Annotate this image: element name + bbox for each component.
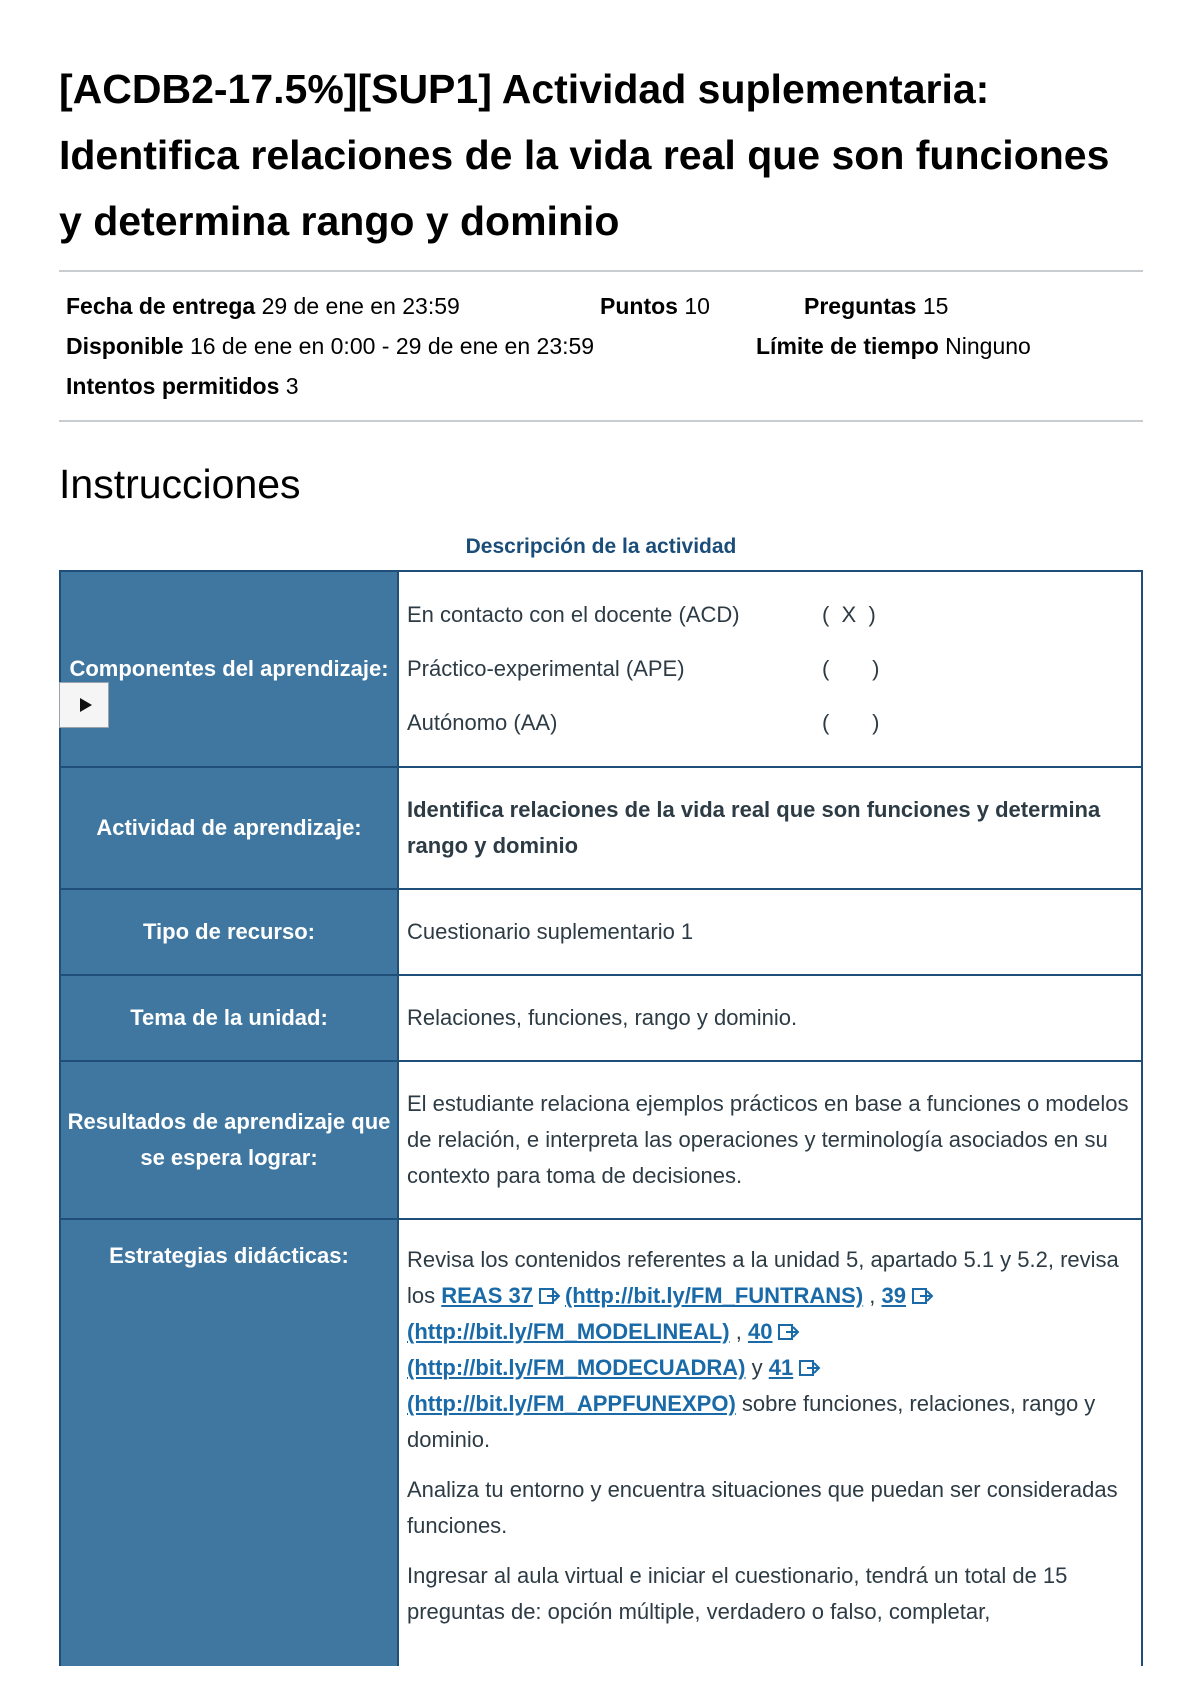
reas-40-link[interactable]: 40 bbox=[747, 1319, 773, 1344]
quiz-details bbox=[59, 272, 1143, 420]
availability bbox=[66, 326, 756, 366]
separator: y bbox=[745, 1355, 769, 1380]
row-strategies bbox=[60, 1219, 1142, 1666]
questions-value: 15 bbox=[922, 293, 949, 319]
components-label: Componentes del aprendizaje: bbox=[60, 571, 398, 767]
details-divider bbox=[59, 420, 1143, 422]
component-name: Autónomo (AA) bbox=[407, 710, 558, 735]
strategies-text: Revisa los contenidos referentes a la unidad 5, apartado 5.1 y 5.2, revisa los bbox=[407, 1247, 1119, 1308]
points-value: 10 bbox=[684, 293, 710, 319]
component-item bbox=[407, 588, 1133, 642]
meta-row-1 bbox=[66, 286, 1143, 326]
points bbox=[600, 286, 804, 326]
strategies-label: Estrategias didácticas: bbox=[60, 1219, 398, 1666]
activity-table bbox=[59, 570, 1143, 1666]
page-title: [ACDB2-17.5%][SUP1] Actividad suplementaria: Identifica relaciones de la vida real que son funciones y determina rango y dominio bbox=[59, 66, 1110, 244]
attempts-label: Intentos permitidos bbox=[66, 373, 280, 399]
instructions-heading: Instrucciones bbox=[59, 461, 301, 507]
row-components bbox=[60, 571, 1142, 767]
strategies-text-end: sobre funciones, relaciones, rango y dominio. bbox=[407, 1391, 1096, 1452]
attempts bbox=[66, 366, 299, 406]
row-results bbox=[60, 1061, 1142, 1219]
meta-row-2 bbox=[66, 326, 1143, 366]
topic-value: Relaciones, funciones, rango y dominio. bbox=[398, 975, 1142, 1061]
table-caption: Descripción de la actividad bbox=[465, 535, 737, 558]
components-value bbox=[398, 571, 1142, 767]
results-label: Resultados de aprendizaje que se espera lograr: bbox=[60, 1061, 398, 1219]
due-value: 29 de ene en 23:59 bbox=[261, 293, 460, 319]
results-value: El estudiante relaciona ejemplos prácticos en base a funciones o modelos de relación, e interpreta las operaciones y terminología asociados en su contexto para toma de decisiones. bbox=[398, 1061, 1142, 1219]
due-date bbox=[66, 286, 600, 326]
external-link-icon bbox=[778, 1323, 800, 1341]
component-item bbox=[407, 696, 1133, 750]
strategies-paragraph-2: Analiza tu entorno y encuentra situaciones que puedan ser consideradas funciones. bbox=[407, 1477, 1118, 1538]
external-link-icon bbox=[799, 1359, 821, 1377]
row-activity bbox=[60, 767, 1142, 889]
time-limit-label: Límite de tiempo bbox=[756, 333, 939, 359]
separator: , bbox=[863, 1283, 882, 1308]
strategies-paragraph-3: Ingresar al aula virtual e iniciar el cuestionario, tendrá un total de 15 preguntas de: opción múltiple, verdadero o falso, completar, bbox=[407, 1563, 1068, 1624]
component-item bbox=[407, 642, 1133, 696]
row-topic bbox=[60, 975, 1142, 1061]
activity-table-wrapper bbox=[59, 570, 1143, 1666]
time-limit-value: Ninguno bbox=[945, 333, 1031, 359]
resource-label: Tipo de recurso: bbox=[60, 889, 398, 975]
reas-41-link[interactable]: 41 bbox=[768, 1355, 794, 1380]
component-name: En contacto con el docente (ACD) bbox=[407, 602, 740, 627]
activity-label: Actividad de aprendizaje: bbox=[60, 767, 398, 889]
activity-value: Identifica relaciones de la vida real que son funciones y determina rango y dominio bbox=[398, 767, 1142, 889]
row-resource bbox=[60, 889, 1142, 975]
strategies-value bbox=[398, 1219, 1142, 1666]
reas-37-link[interactable]: REAS 37 bbox=[441, 1283, 533, 1308]
available-value: 16 de ene en 0:00 - 29 de ene en 23:59 bbox=[189, 333, 595, 359]
due-label: Fecha de entrega bbox=[66, 293, 256, 319]
attempts-value: 3 bbox=[285, 373, 299, 399]
strategies-paragraph-1 bbox=[407, 1242, 1133, 1458]
funtrans-url-link[interactable]: (http://bit.ly/FM_FUNTRANS) bbox=[564, 1283, 864, 1308]
component-name: Práctico-experimental (APE) bbox=[407, 656, 685, 681]
questions-label: Preguntas bbox=[804, 293, 917, 319]
topic-label: Tema de la unidad: bbox=[60, 975, 398, 1061]
time-limit bbox=[756, 326, 1031, 366]
separator: , bbox=[729, 1319, 748, 1344]
component-mark: ( ) bbox=[822, 710, 880, 735]
play-button[interactable] bbox=[59, 682, 109, 728]
questions bbox=[804, 286, 948, 326]
resource-value: Cuestionario suplementario 1 bbox=[398, 889, 1142, 975]
modecuadra-url-link[interactable]: (http://bit.ly/FM_MODECUADRA) bbox=[407, 1355, 746, 1380]
external-link-icon bbox=[912, 1287, 934, 1305]
reas-39-link[interactable]: 39 bbox=[881, 1283, 906, 1308]
points-label: Puntos bbox=[600, 293, 678, 319]
meta-row-3 bbox=[66, 366, 1143, 406]
external-link-icon bbox=[539, 1287, 561, 1305]
modelineal-url-link[interactable]: (http://bit.ly/FM_MODELINEAL) bbox=[407, 1319, 730, 1344]
available-label: Disponible bbox=[66, 333, 184, 359]
component-mark: ( ) bbox=[822, 656, 880, 681]
appfunexpo-url-link[interactable]: (http://bit.ly/FM_APPFUNEXPO) bbox=[407, 1391, 736, 1416]
play-icon bbox=[80, 698, 92, 712]
component-mark: ( X ) bbox=[822, 602, 876, 627]
